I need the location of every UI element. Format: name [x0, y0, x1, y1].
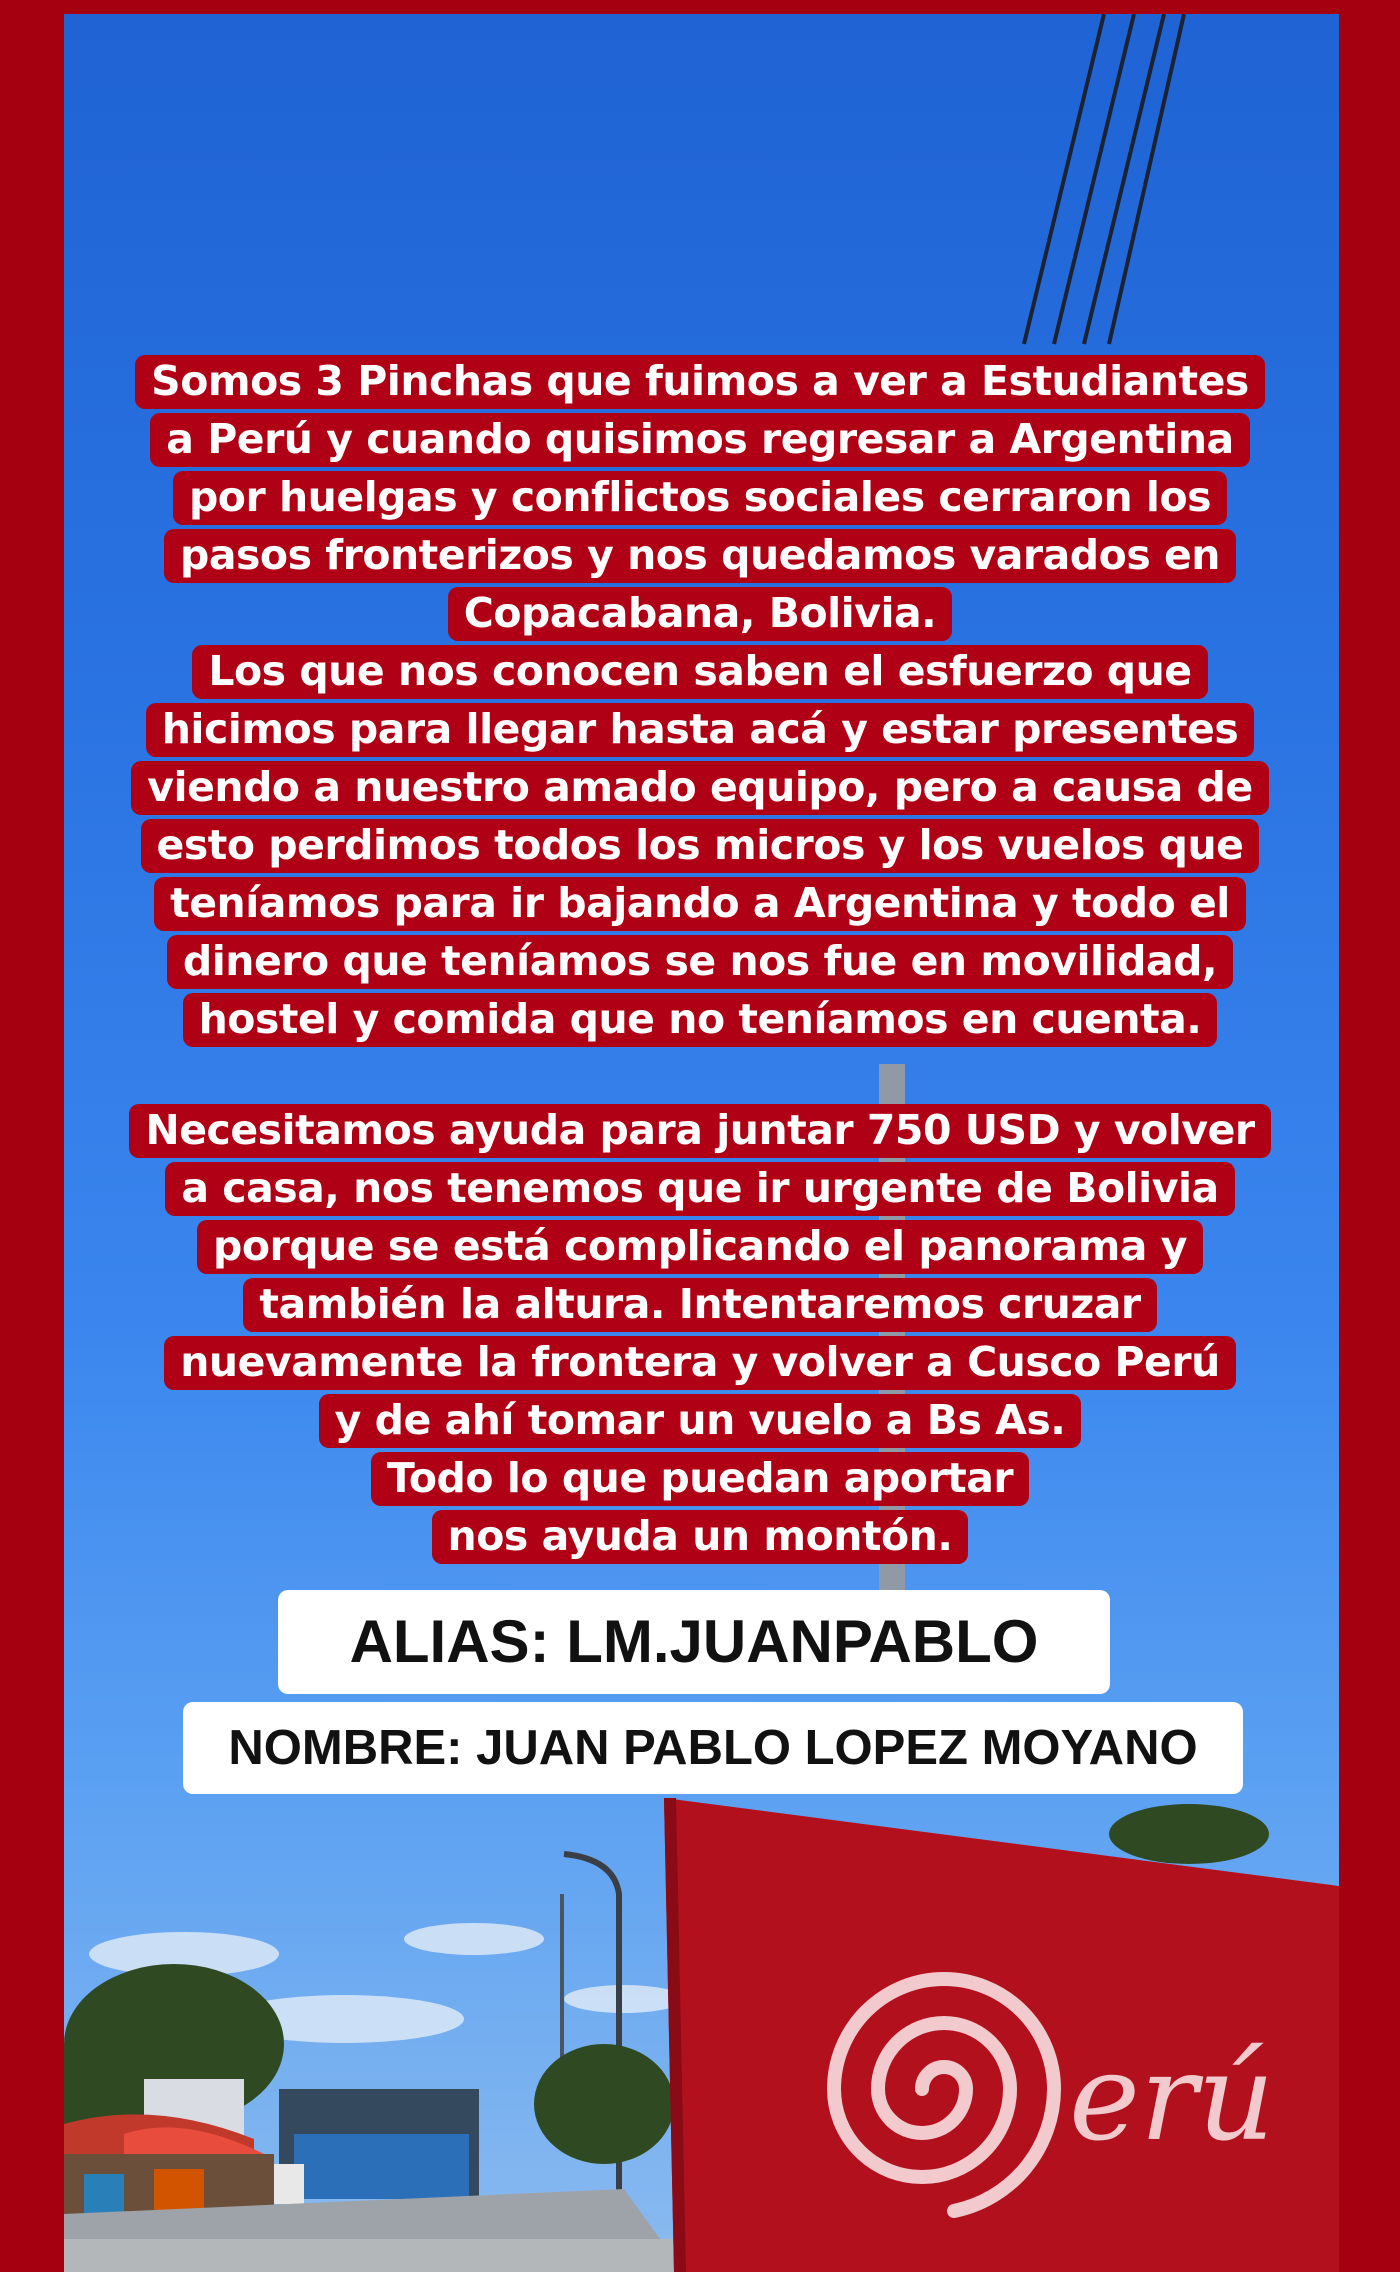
caption-block-1 — [0, 352, 1400, 1048]
power-lines — [1024, 14, 1184, 344]
sign-text: erú — [1069, 2029, 1275, 2168]
caption-line: a casa, nos tenemos que ir urgente de Bolivia — [165, 1162, 1234, 1216]
caption-line: pasos fronterizos y nos quedamos varados en — [164, 529, 1236, 583]
caption-line: nuevamente la frontera y volver a Cusco Perú — [164, 1336, 1236, 1390]
alias-label: ALIAS: LM.JUANPABLO — [278, 1590, 1110, 1694]
caption-line: Los que nos conocen saben el esfuerzo que — [192, 645, 1207, 699]
caption-line: Copacabana, Bolivia. — [448, 587, 953, 641]
caption-line: por huelgas y conflictos sociales cerraron los — [173, 471, 1227, 525]
caption-line: Necesitamos ayuda para juntar 750 USD y volver — [129, 1104, 1270, 1158]
caption-line: y de ahí tomar un vuelo a Bs As. — [319, 1394, 1082, 1448]
caption-block-2 — [0, 1101, 1400, 1565]
caption-line: viendo a nuestro amado equipo, pero a causa de — [131, 761, 1268, 815]
caption-line: teníamos para ir bajando a Argentina y todo el — [154, 877, 1246, 931]
sidewalk — [64, 2239, 714, 2272]
caption-line: hicimos para llegar hasta acá y estar presentes — [146, 703, 1255, 757]
caption-line: Somos 3 Pinchas que fuimos a ver a Estudiantes — [135, 355, 1265, 409]
name-label: NOMBRE: JUAN PABLO LOPEZ MOYANO — [183, 1702, 1243, 1794]
caption-line: dinero que teníamos se nos fue en movilidad, — [167, 935, 1233, 989]
peru-sign — [664, 1798, 1339, 2272]
caption-line: nos ayuda un montón. — [432, 1510, 969, 1564]
caption-line: Todo lo que puedan aportar — [371, 1452, 1029, 1506]
caption-line: hostel y comida que no teníamos en cuenta. — [183, 993, 1218, 1047]
caption-line: también la altura. Intentaremos cruzar — [243, 1278, 1156, 1332]
caption-line: porque se está complicando el panorama y — [197, 1220, 1203, 1274]
caption-line: esto perdimos todos los micros y los vuelos que — [141, 819, 1260, 873]
caption-line: a Perú y cuando quisimos regresar a Argentina — [150, 413, 1249, 467]
